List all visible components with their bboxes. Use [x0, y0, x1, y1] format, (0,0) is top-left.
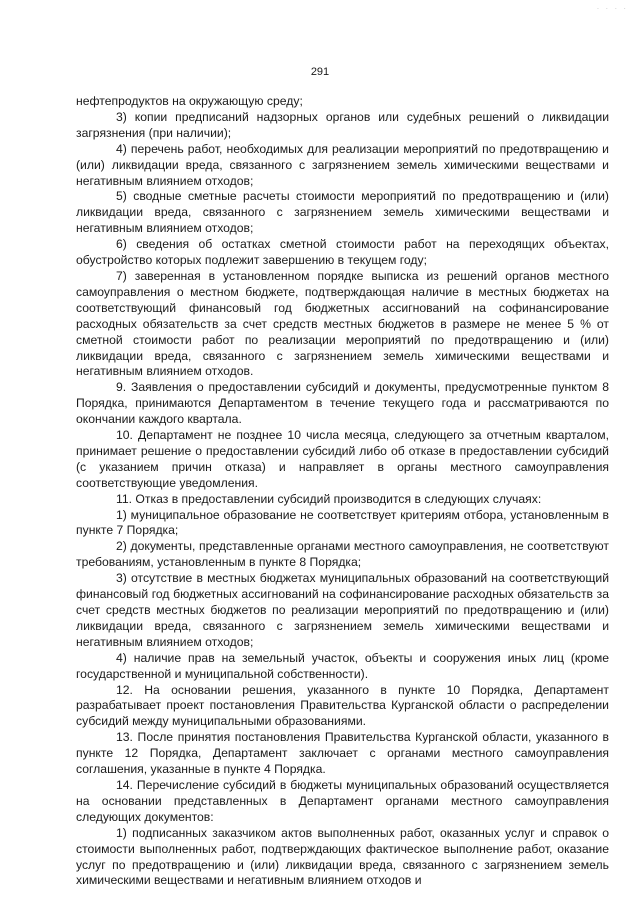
- paragraph-refusal-4: 4) наличие прав на земельный участок, объекты и сооружения иных лиц (кроме государственной и муниципальной собственности).: [76, 650, 609, 681]
- paragraph-continuation: нефтепродуктов на окружающую среду;: [76, 94, 303, 108]
- paragraph-item-4: 4) перечень работ, необходимых для реализации мероприятий по предотвращению и (или) ликвидации вреда, связанного с загрязнением земель химическими веществами и негативным влиянием отходов;: [76, 141, 609, 188]
- document-body: [76, 94, 609, 889]
- paragraph-clause-10: 10. Департамент не позднее 10 числа месяца, следующего за отчетным кварталом, принимает решение о предоставлении субсидий либо об отказе в предоставлении субсидий (с указанием причин отказа) и направляет в органы местного самоуправления соответствующие уведомления.: [76, 428, 609, 490]
- paragraph-refusal-2: 2) документы, представленные органами местного самоуправления, не соответствуют требованиям, установленным в пункте 8 Порядка;: [76, 539, 609, 570]
- paragraph-refusal-1: 1) муниципальное образование не соответствует критериям отбора, установленным в пункте 7 Порядка;: [76, 507, 609, 538]
- scan-corner-mark: · · · ·: [596, 4, 628, 13]
- paragraph-document-1: 1) подписанных заказчиком актов выполненных работ, оказанных услуг и справок о стоимости выполненных работ, подтверждающих фактическое выполнение работ, оказание услуг по предотвращению и (или) ликвидации вреда, связанного с загрязнением земель химическими веществами и негативным влиянием отходов и: [76, 825, 609, 888]
- paragraph-refusal-3: 3) отсутствие в местных бюджетах муниципальных образований на соответствующий финансовый год бюджетных ассигнований на софинансирование расходных обязательств за счет средств местных бюджетов по реализации мероприятий по предотвращению и (или) ликвидации вреда, связанного с загрязнением земель химическими веществами и негативным влиянием отходов;: [76, 571, 609, 649]
- paragraph-clause-11: 11. Отказ в предоставлении субсидий производится в следующих случаях:: [116, 491, 542, 506]
- paragraph-item-3: 3) копии предписаний надзорных органов или судебных решений о ликвидации загрязнения (при наличии);: [76, 109, 609, 140]
- paragraph-clause-14: 14. Перечисление субсидий в бюджеты муниципальных образований осуществляется на основании представленных в Департамент органами местного самоуправления следующих документов:: [76, 777, 609, 824]
- paragraph-item-6: 6) сведения об остатках сметной стоимости работ на переходящих объектах, обустройство которых подлежит завершению в текущем году;: [76, 237, 609, 268]
- paragraph-item-7: 7) заверенная в установленном порядке выписка из решений органов местного самоуправления о местном бюджете, подтверждающая наличие в местных бюджетах на соответствующий финансовый год бюджетных ассигнований на софинансирование расходных обязательств за счет средств местных бюджетов в размере не менее 5 % от сметной стоимости работ по реализации мероприятий по предотвращению и (или) ликвидации вреда, связанного с загрязнением земель химическими веществами и негативным влиянием отходов.: [76, 268, 609, 379]
- paragraph-clause-9: 9. Заявления о предоставлении субсидий и документы, предусмотренные пунктом 8 Порядка, принимаются Департаментом в течение текущего года и рассматриваются по окончании каждого квартала.: [76, 380, 609, 427]
- paragraph-clause-12: 12. На основании решения, указанного в пункте 10 Порядка, Департамент разрабатывает проект постановления Правительства Курганской области о распределении субсидий между муниципальными образованиями.: [76, 682, 609, 729]
- paragraph-clause-13: 13. После принятия постановления Правительства Курганской области, указанного в пункте 12 Порядка, Департамент заключает с органами местного самоуправления соглашения, указанные в пункте 4 Порядка.: [76, 730, 609, 777]
- paragraph-item-5: 5) сводные сметные расчеты стоимости мероприятий по предотвращению и (или) ликвидации вреда, связанного с загрязнением земель химическими веществами и негативным влиянием отходов;: [76, 189, 609, 236]
- page-number: 291: [310, 66, 330, 78]
